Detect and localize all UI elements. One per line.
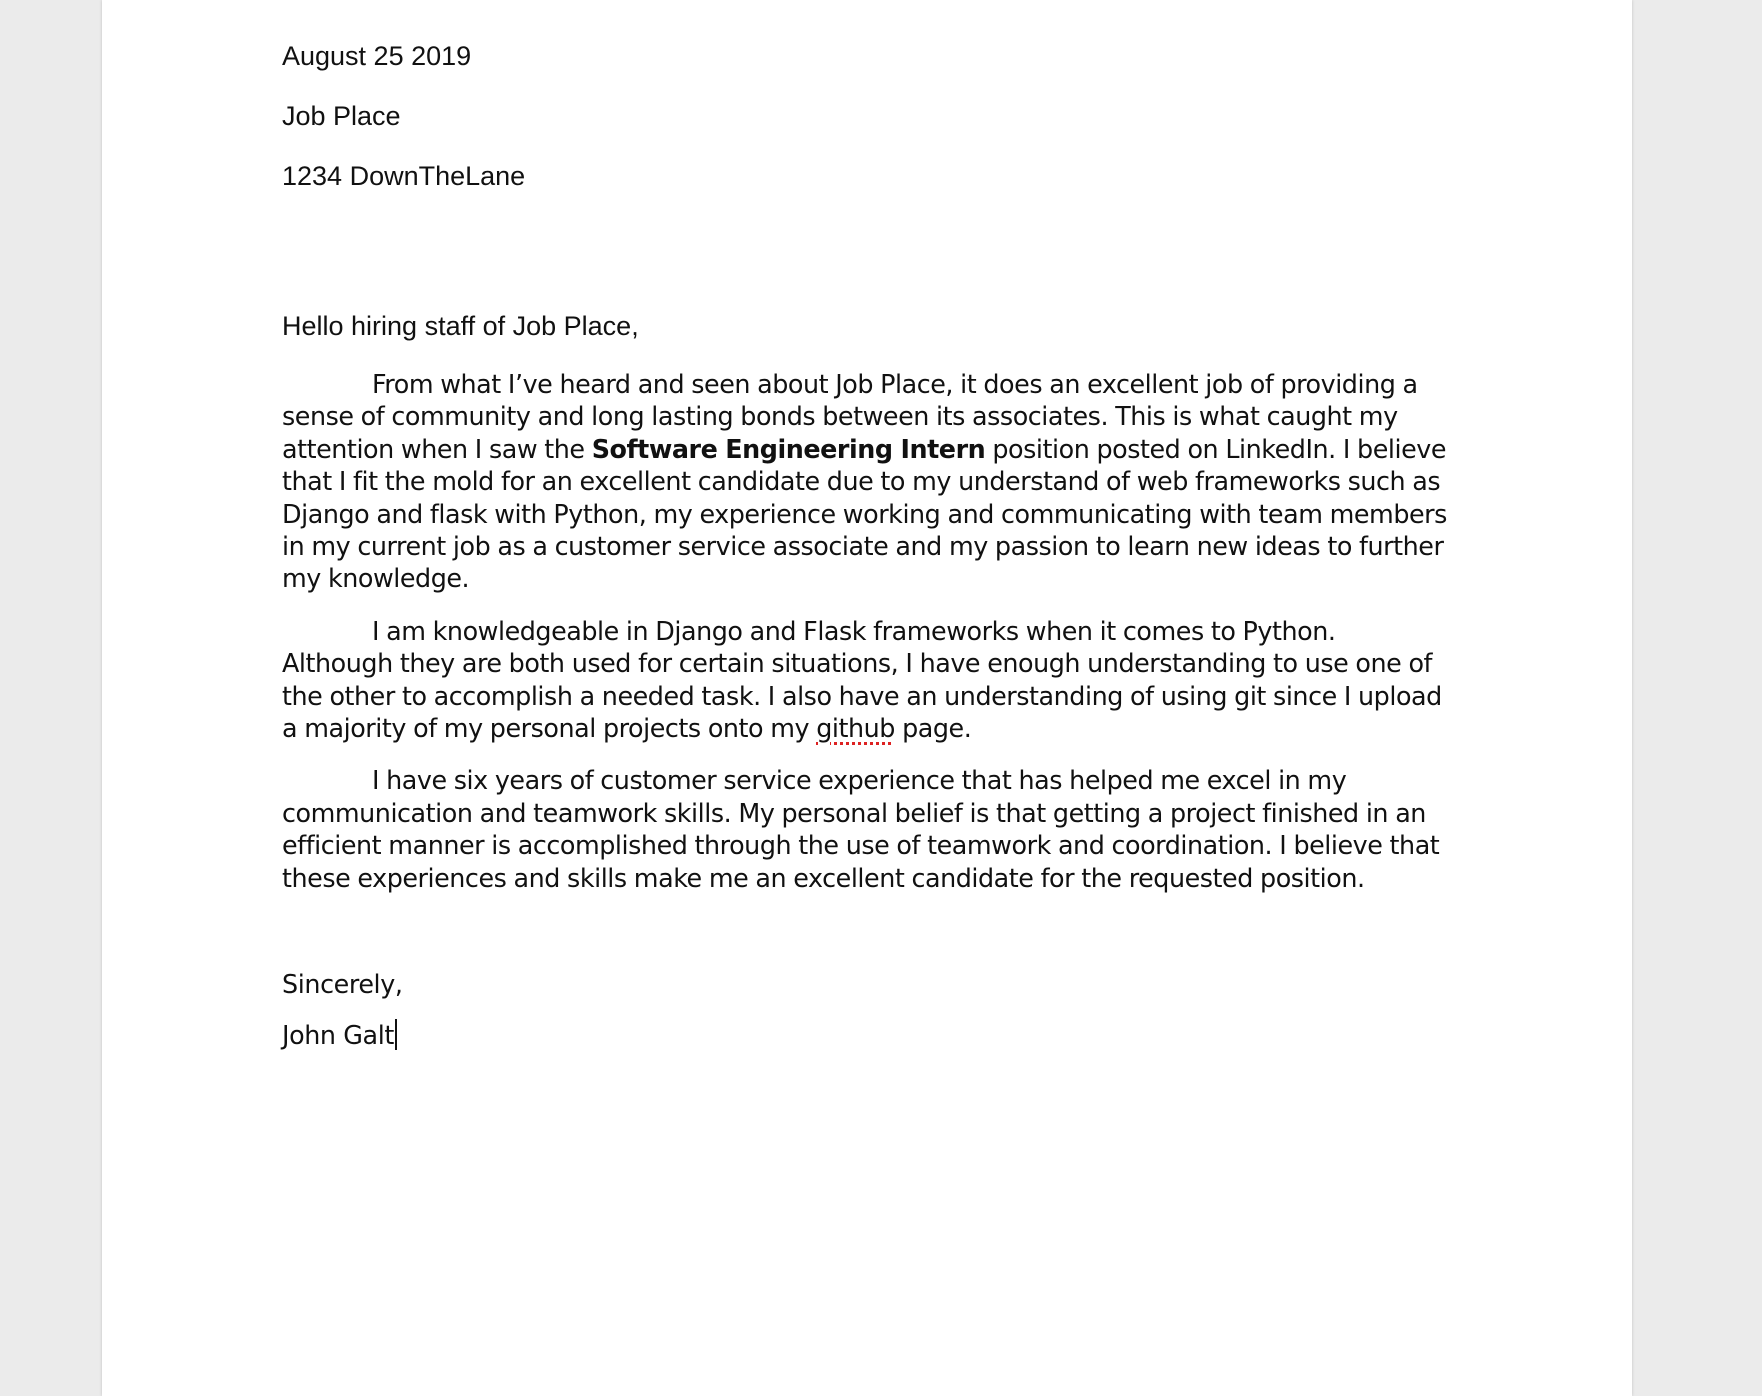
spellcheck-flagged-word[interactable]: github <box>816 713 895 744</box>
position-title: Software Engineering Intern <box>591 433 986 464</box>
document-page[interactable] <box>102 0 1632 1396</box>
paragraph-skills-text-start: I am knowledgeable in Django and Flask frameworks when it comes to Python. Although they are both used for certain situations, I have enough understanding to use one of the other to accomplish a needed task. I also have an understanding of using git since I upload a majority of my personal projects onto my <box>282 615 1442 744</box>
text-cursor <box>395 1019 397 1050</box>
paragraph-intro-text-end: position posted on LinkedIn. I believe that I fit the mold for an excellent candidate due to my understand of web frameworks such as Django and flask with Python, my experience working and communicating with team members in my current job as a customer service associate and my passion to learn new ideas to further my knowledge. <box>282 433 1447 594</box>
document-body[interactable] <box>282 40 1452 1051</box>
recipient-address: 1234 DownTheLane <box>282 161 526 191</box>
letter-date: August 25 2019 <box>282 41 472 71</box>
paragraph-skills <box>282 615 1452 745</box>
recipient-company: Job Place <box>282 101 401 131</box>
closing: Sincerely, <box>282 969 403 1000</box>
signature: John Galt <box>282 1020 394 1051</box>
signature-line <box>282 1019 1452 1051</box>
paragraph-experience: I have six years of customer service experience that has helped me excel in my communication and teamwork skills. My personal belief is that getting a project finished in an efficient manner is accomplished through the use of teamwork and coordination. I believe that these experiences and skills make me an excellent candidate for the requested position. <box>282 765 1440 893</box>
paragraph-skills-text-end: page. <box>894 713 972 744</box>
paragraph-intro <box>282 368 1452 595</box>
paragraph-intro-text-start: From what I’ve heard and seen about Job Place, it does an excellent job of providing a sense of community and long lasting bonds between its associates. This is what caught my attention when I saw the <box>282 369 1418 464</box>
salutation: Hello hiring staff of Job Place, <box>282 311 639 341</box>
